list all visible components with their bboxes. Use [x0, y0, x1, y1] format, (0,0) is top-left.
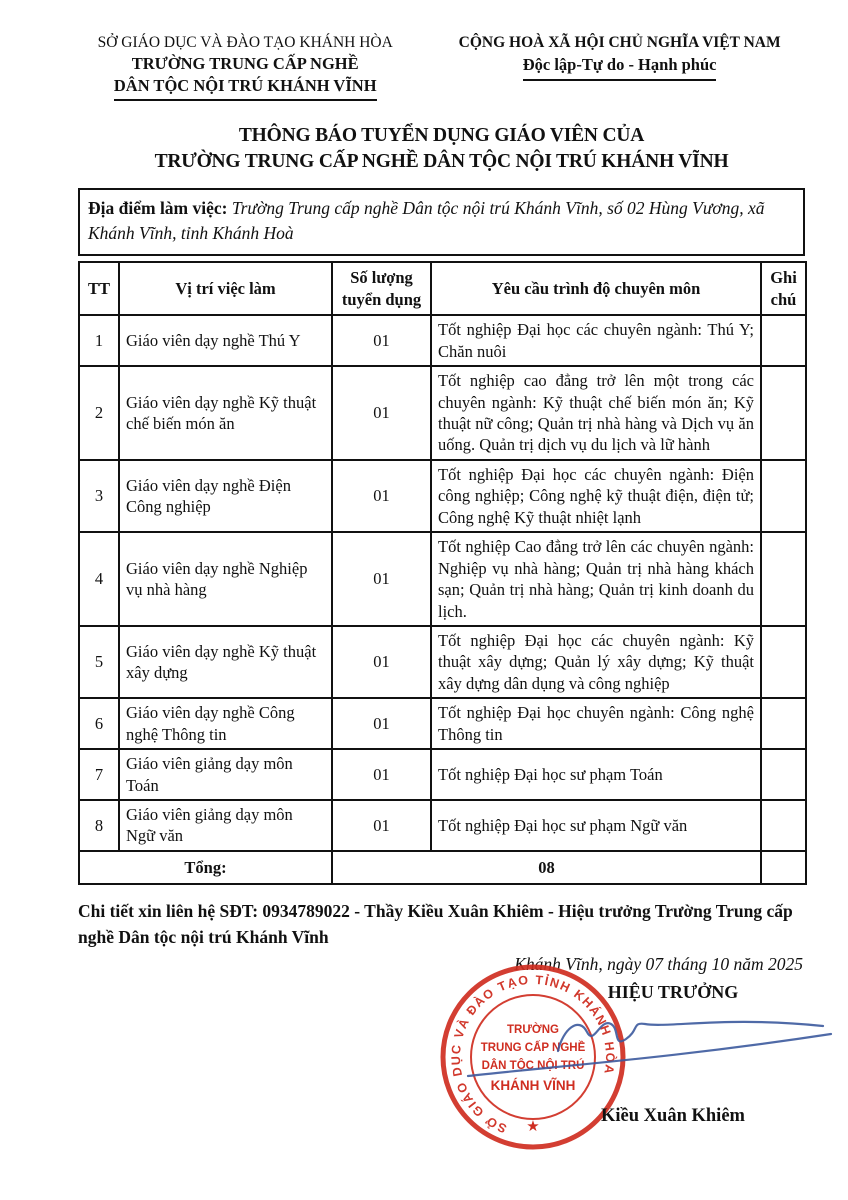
table-row — [79, 315, 806, 366]
cell-note — [761, 800, 806, 851]
cell-position: Giáo viên dạy nghề Thú Y — [119, 315, 332, 366]
stamp-rim-text: SỞ GIÁO DỤC VÀ ĐÀO TẠO TỈNH KHÁNH HÒA — [448, 973, 618, 1136]
cell-note — [761, 749, 806, 800]
table-row — [79, 800, 806, 851]
cell-requirement: Tốt nghiệp Đại học chuyên ngành: Công nghệ Thông tin — [431, 698, 761, 749]
cell-quantity: 01 — [332, 315, 431, 366]
signer-name: Kiều Xuân Khiêm — [601, 1106, 745, 1127]
col-header-note: Ghi chú — [761, 262, 806, 315]
cell-requirement: Tốt nghiệp cao đẳng trở lên một trong các chuyên ngành: Kỹ thuật chế biến món ăn; Kỹ thuật nữ công; Quản trị nhà hàng và Dịch vụ ăn uống. Quản trị dịch vụ du lịch và lữ hành — [431, 366, 761, 460]
table-row — [79, 749, 806, 800]
cell-quantity: 01 — [332, 698, 431, 749]
stamp-center-line4: KHÁNH VĨNH — [490, 1078, 576, 1094]
table-header-row — [79, 262, 806, 315]
parent-agency-name: SỞ GIÁO DỤC VÀ ĐÀO TẠO KHÁNH HÒA — [97, 34, 393, 51]
cell-quantity: 01 — [332, 800, 431, 851]
document-title-line2: TRƯỜNG TRUNG CẤP NGHỀ DÂN TỘC NỘI TRÚ KHÁNH VĨNH — [154, 151, 729, 173]
stamp-center-line1: TRƯỜNG — [507, 1024, 559, 1037]
document-title-line1: THÔNG BÁO TUYỂN DỤNG GIÁO VIÊN CỦA — [238, 125, 645, 147]
cell-note — [761, 532, 806, 626]
cell-note — [761, 460, 806, 532]
stamp-star-icon: ★ — [526, 1119, 540, 1136]
cell-position: Giáo viên dạy nghề Kỹ thuật xây dựng — [119, 626, 332, 698]
cell-note — [761, 698, 806, 749]
handwritten-signature — [463, 996, 838, 1086]
cell-requirement: Tốt nghiệp Đại học các chuyên ngành: Kỹ thuật xây dựng; Quản lý xây dựng; Kỹ thuật xây dựng dân dụng và công nghiệp — [431, 626, 761, 698]
cell-requirement: Tốt nghiệp Đại học sư phạm Ngữ văn — [431, 800, 761, 851]
cell-position: Giáo viên dạy nghề Điện Công nghiệp — [119, 460, 332, 532]
col-header-quantity: Số lượng tuyển dụng — [332, 262, 431, 315]
table-row — [79, 698, 806, 749]
contact-info: Chi tiết xin liên hệ SĐT: 0934789022 - Thầy Kiều Xuân Khiêm - Hiệu trưởng Trường Trung cấp nghề Dân tộc nội trú Khánh Vĩnh — [78, 901, 793, 947]
cell-tt: 5 — [79, 626, 119, 698]
col-header-position: Vị trí việc làm — [119, 262, 332, 315]
work-location-value: Trường Trung cấp nghề Dân tộc nội trú Khánh Vĩnh, số 02 Hùng Vương, xã Khánh Vĩnh, tỉnh Khánh Hoà — [88, 197, 765, 244]
cell-position: Giáo viên giảng dạy môn Ngữ văn — [119, 800, 332, 851]
stamp-center-line3: DÂN TỘC NỘI TRÚ — [481, 1060, 585, 1073]
school-name-line2: DÂN TỘC NỘI TRÚ KHÁNH VĨNH — [114, 75, 377, 101]
cell-quantity: 01 — [332, 460, 431, 532]
cell-quantity: 01 — [332, 749, 431, 800]
cell-tt: 8 — [79, 800, 119, 851]
table-total-row — [79, 851, 806, 884]
national-header — [78, 33, 805, 101]
total-value: 08 — [332, 851, 761, 884]
cell-quantity: 01 — [332, 626, 431, 698]
cell-position: Giáo viên dạy nghề Nghiệp vụ nhà hàng — [119, 532, 332, 626]
total-label: Tổng: — [79, 851, 332, 884]
cell-quantity: 01 — [332, 532, 431, 626]
cell-tt: 3 — [79, 460, 119, 532]
cell-position: Giáo viên dạy nghề Kỹ thuật chế biến món ăn — [119, 366, 332, 460]
work-location-box — [78, 188, 805, 257]
col-header-requirement: Yêu cầu trình độ chuyên môn — [431, 262, 761, 315]
issuing-agency-block — [78, 33, 412, 101]
col-header-tt: TT — [79, 262, 119, 315]
cell-requirement: Tốt nghiệp Cao đẳng trở lên các chuyên ngành: Nghiệp vụ nhà hàng; Quản trị nhà hàng khách sạn; Quản trị nhà hàng; Quản trị kinh doanh du lịch. — [431, 532, 761, 626]
table-row — [79, 626, 806, 698]
stamp-center-line2: TRUNG CẤP NGHỀ — [480, 1042, 586, 1055]
cell-tt: 1 — [79, 315, 119, 366]
cell-position: Giáo viên dạy nghề Công nghệ Thông tin — [119, 698, 332, 749]
recruitment-table — [78, 261, 807, 885]
table-row — [79, 532, 806, 626]
cell-note — [761, 315, 806, 366]
work-location-label: Địa điểm làm việc: — [88, 197, 228, 218]
cell-quantity: 01 — [332, 366, 431, 460]
school-name-line1: TRƯỜNG TRUNG CẤP NGHỀ — [131, 54, 359, 74]
place-date-line: Khánh Vĩnh, ngày 07 tháng 10 năm 2025 — [514, 954, 803, 975]
country-name: CỘNG HOÀ XÃ HỘI CHỦ NGHĨA VIỆT NAM — [458, 34, 781, 51]
cell-position: Giáo viên giảng dạy môn Toán — [119, 749, 332, 800]
cell-requirement: Tốt nghiệp Đại học các chuyên ngành: Điện công nghiệp; Công nghệ kỹ thuật điện, điện tử; Công nghệ Kỹ thuật nhiệt lạnh — [431, 460, 761, 532]
signer-title: HIỆU TRƯỞNG — [607, 982, 739, 1003]
cell-tt: 2 — [79, 366, 119, 460]
cell-tt: 6 — [79, 698, 119, 749]
table-row — [79, 460, 806, 532]
cell-tt: 7 — [79, 749, 119, 800]
national-motto-block — [434, 33, 805, 81]
cell-note — [761, 366, 806, 460]
cell-requirement: Tốt nghiệp Đại học các chuyên ngành: Thú Y; Chăn nuôi — [431, 315, 761, 366]
signature-area — [78, 954, 805, 1194]
cell-requirement: Tốt nghiệp Đại học sư phạm Toán — [431, 749, 761, 800]
cell-note — [761, 626, 806, 698]
cell-note — [761, 851, 806, 884]
table-row — [79, 366, 806, 460]
cell-tt: 4 — [79, 532, 119, 626]
national-motto: Độc lập-Tự do - Hạnh phúc — [523, 54, 717, 81]
document-title — [78, 123, 805, 176]
